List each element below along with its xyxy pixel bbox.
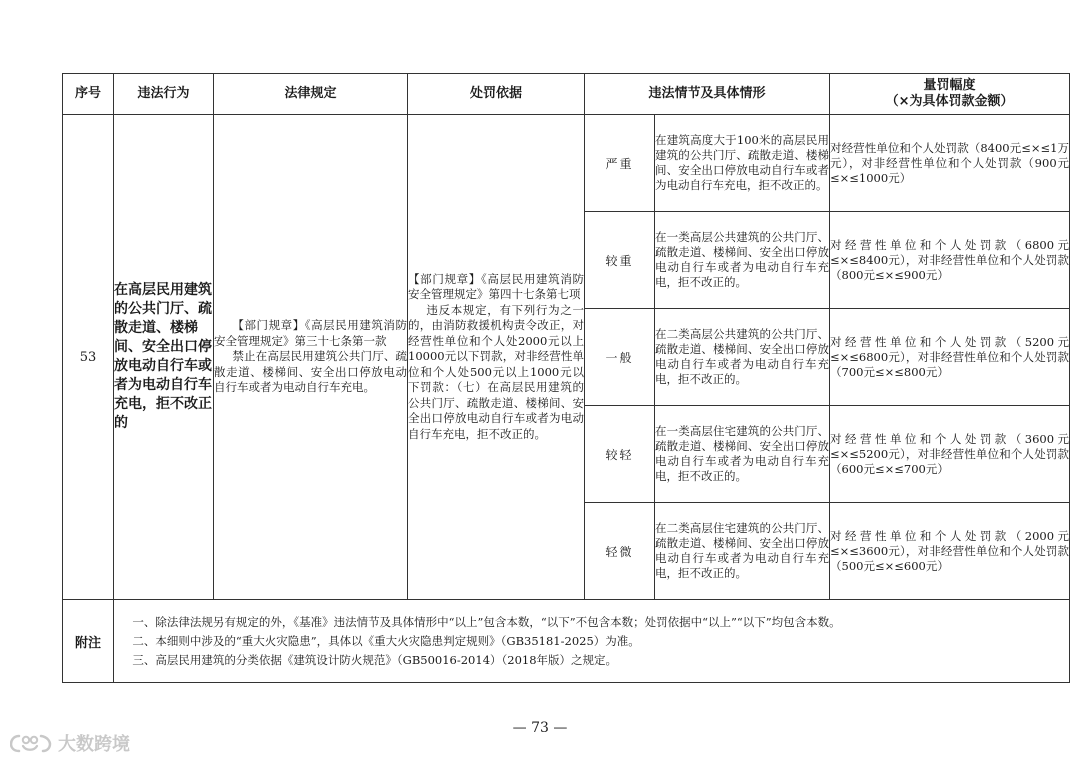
note-item: 三、高层民用建筑的分类依据《建筑设计防火规范》（GB50016-2014）（2018年版）之规定。 bbox=[132, 652, 618, 667]
table-header-row bbox=[63, 74, 1070, 115]
circumstance-desc: 在二类高层公共建筑的公共门厅、疏散走道、楼梯间、安全出口停放电动自行车或者为电动自行车充电，拒不改正的。 bbox=[655, 309, 830, 406]
law-paragraph: 禁止在高层民用建筑公共门厅、疏散走道、楼梯间、安全出口停放电动自行车或者为电动自行车充电。 bbox=[214, 349, 407, 395]
brand-logo-icon bbox=[10, 732, 52, 754]
header-basis: 处罚依据 bbox=[408, 74, 585, 115]
penalty-amount: 对经营性单位和个人处罚款（5200元≤×≤6800元），对非经营性单位和个人处罚款（700元≤×≤800元） bbox=[830, 309, 1070, 406]
note-item: 一、除法律法规另有规定的外，《基准》违法情节及具体情形中“以上”包含本数，“以下”不包含本数；处罚依据中“以上”“以下”均包含本数。 bbox=[132, 614, 841, 629]
header-no: 序号 bbox=[63, 74, 114, 115]
circumstance-desc: 在一类高层住宅建筑的公共门厅、疏散走道、楼梯间、安全出口停放电动自行车或者为电动自行车充电，拒不改正的。 bbox=[655, 406, 830, 503]
header-law: 法律规定 bbox=[214, 74, 408, 115]
circumstance-desc: 在一类高层公共建筑的公共门厅、疏散走道、楼梯间、安全出口停放电动自行车或者为电动自行车充电，拒不改正的。 bbox=[655, 212, 830, 309]
law-paragraph: 【部门规章】《高层民用建筑消防安全管理规定》第三十七条第一款 bbox=[214, 318, 407, 348]
severity-level: 轻微 bbox=[585, 503, 655, 600]
violation-act: 在高层民用建筑的公共门厅、疏散走道、楼梯间、安全出口停放电动自行车或者为电动自行车充电，拒不改正的 bbox=[114, 115, 214, 600]
penalty-amount: 对经营性单位和个人处罚款（8400元≤×≤1万元），对非经营性单位和个人处罚款（900元≤×≤1000元） bbox=[830, 115, 1070, 212]
basis-paragraph: 【部门规章】《高层民用建筑消防安全管理规定》第四十七条第七项 bbox=[408, 271, 584, 302]
penalty-amount: 对经营性单位和个人处罚款（6800元≤×≤8400元），对非经营性单位和个人处罚款（800元≤×≤900元） bbox=[830, 212, 1070, 309]
penalty-standard-table bbox=[62, 73, 1070, 683]
table-row bbox=[63, 115, 1070, 212]
severity-level: 严重 bbox=[585, 115, 655, 212]
header-amount bbox=[830, 74, 1070, 115]
severity-level: 较重 bbox=[585, 212, 655, 309]
header-act: 违法行为 bbox=[114, 74, 214, 115]
penalty-amount: 对经营性单位和个人处罚款（2000元≤×≤3600元），对非经营性单位和个人处罚款（500元≤×≤600元） bbox=[830, 503, 1070, 600]
basis-paragraph: 违反本规定，有下列行为之一的，由消防救援机构责令改正，对经营性单位和个人处2000元以上10000元以下罚款，对非经营性单位和个人处500元以上1000元以下罚款：（七）在高层民用建筑的公共门厅、疏散走道、楼梯间、安全出口停放电动自行车或者为电动自行车充电，拒不改正的。 bbox=[408, 302, 584, 441]
header-amount-line1: 量罚幅度 bbox=[923, 78, 976, 93]
circumstance-desc: 在建筑高度大于100米的高层民用建筑的公共门厅、疏散走道、楼梯间、安全出口停放电动自行车或者为电动自行车充电，拒不改正的。 bbox=[655, 115, 830, 212]
notes-row bbox=[63, 600, 1070, 683]
row-number: 53 bbox=[63, 115, 114, 600]
header-circumstance: 违法情节及具体情形 bbox=[585, 74, 830, 115]
severity-level: 较轻 bbox=[585, 406, 655, 503]
circumstance-desc: 在二类高层住宅建筑的公共门厅、疏散走道、楼梯间、安全出口停放电动自行车或者为电动自行车充电，拒不改正的。 bbox=[655, 503, 830, 600]
penalty-basis bbox=[408, 115, 585, 600]
law-provision bbox=[214, 115, 408, 600]
note-item: 二、本细则中涉及的“重大火灾隐患”，具体以《重大火灾隐患判定规则》（GB35181-2025）为准。 bbox=[132, 633, 640, 648]
watermark bbox=[10, 730, 130, 756]
severity-level: 一般 bbox=[585, 309, 655, 406]
penalty-amount: 对经营性单位和个人处罚款（3600元≤×≤5200元），对非经营性单位和个人处罚款（600元≤×≤700元） bbox=[830, 406, 1070, 503]
watermark-text: 大数跨境 bbox=[58, 734, 130, 755]
notes-text bbox=[114, 600, 1070, 683]
header-amount-line2: （×为具体罚款金额） bbox=[885, 94, 1014, 109]
notes-label: 附注 bbox=[63, 600, 114, 683]
page-number: — 73 — bbox=[512, 720, 568, 736]
